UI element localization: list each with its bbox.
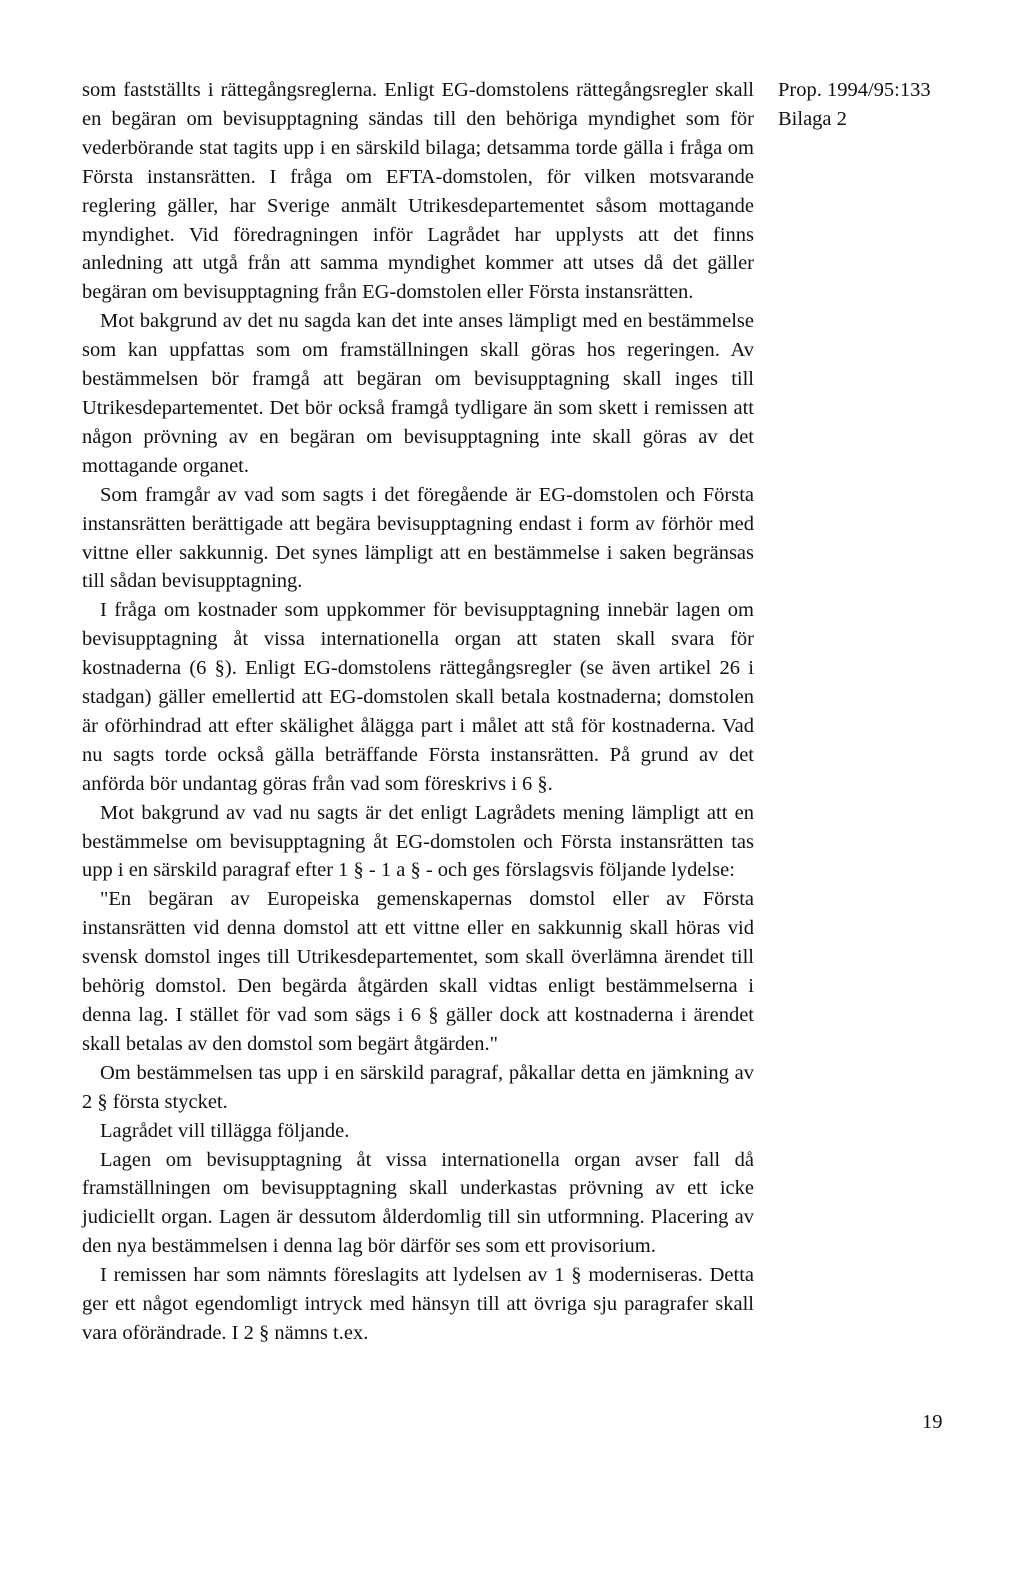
paragraph: I remissen har som nämnts föreslagits att lydelsen av 1 § moderniseras. Detta ger ett något egendomligt intryck med hänsyn till att övriga sju paragrafer skall vara oförändrade. I 2 § nämns t.ex. — [82, 1264, 754, 1344]
paragraph: Om bestämmelsen tas upp i en särskild paragraf, påkallar detta en jämkning av 2 § första stycket. — [82, 1061, 754, 1113]
margin-reference — [778, 76, 958, 134]
paragraph: Lagen om bevisupptagning åt vissa internationella organ avser fall då framställningen om bevisupptagning skall underkastas prövning av ett icke judiciellt organ. Lagen är dessutom ålderdomlig till sin utformning. Placering av den nya bestämmelsen i denna lag bör därför ses som ett provisorium. — [82, 1148, 754, 1258]
paragraph: Mot bakgrund av vad nu sagts är det enligt Lagrådets mening lämpligt att en bestämmelse om bevisupptagning åt EG-domstolen och Första instansrätten tas upp i en särskild paragraf efter 1 § - 1 a § - och ges förslagsvis följande lydelse: — [82, 801, 754, 882]
paragraph: Lagrådet vill tillägga följande. — [100, 1119, 350, 1142]
body-text — [82, 76, 754, 1348]
appendix-label: Bilaga 2 — [778, 107, 847, 130]
paragraph: Mot bakgrund av det nu sagda kan det inte anses lämpligt med en bestämmelse som kan uppfattas som om framställningen skall göras hos regeringen. Av bestämmelsen bör framgå att begäran om bevisupptagning skall inges till Utrikesdepartementet. Det bör också framgå tydligare än som skett i remissen att någon prövning av en begäran om bevisupptagning inte skall göras av det mottagande organet. — [82, 310, 754, 477]
quoted-paragraph: "En begäran av Europeiska gemenskapernas domstol eller av Första instansrätten vid denna domstol att ett vittne eller en sakkunnig skall höras vid svensk domstol inges till Utrikesdepartementet, som skall överlämna ärendet till behörig domstol. Den begärda åtgärden skall vidtas enligt bestämmelserna i denna lag. I stället för vad som sägs i 6 § gäller dock att kostnaderna i ärendet skall betalas av den domstol som begärt åtgärden." — [82, 888, 754, 1055]
paragraph: som fastställts i rättegångsreglerna. Enligt EG-domstolens rättegångsregler skall en begäran om bevisupptagning sändas till den behöriga myndighet som för vederbörande stat tagits upp i en särskild bilaga; detsamma torde gälla i fråga om Första instansrätten. I fråga om EFTA-domstolen, för vilken motsvarande reglering gäller, har Sverige anmält Utrikesdepartementet såsom mottagande myndighet. Vid föredragningen inför Lagrådet har upplysts att det finns anledning att utgå från att samma myndighet kommer att utses då det gäller begäran om bevisupptagning från EG-domstolen eller Första instansrätten. — [82, 79, 754, 304]
proposition-number: Prop. 1994/95:133 — [778, 79, 931, 101]
page-number: 19 — [922, 1411, 943, 1433]
paragraph: Som framgår av vad som sagts i det föregående är EG-domstolen och Första instansrätten berättigade att begära bevisupptagning endast i form av förhör med vittne eller sakkunnig. Det synes lämpligt att en bestämmelse i saken begränsas till sådan bevisupptagning. — [82, 483, 754, 593]
paragraph: I fråga om kostnader som uppkommer för bevisupptagning innebär lagen om bevisupptagning åt vissa internationella organ att staten skall svara för kostnaderna (6 §). Enligt EG-domstolens rättegångsregler (se även artikel 26 i stadgan) gäller emellertid att EG-domstolen skall betala kostnaderna; domstolen är oförhindrad att efter skälighet ålägga part i målet att stå för kostnaderna. Vad nu sagts torde också gälla beträffande Första instansrätten. På grund av det anförda bör undantag göras från vad som föreskrivs i 6 §. — [82, 599, 754, 795]
